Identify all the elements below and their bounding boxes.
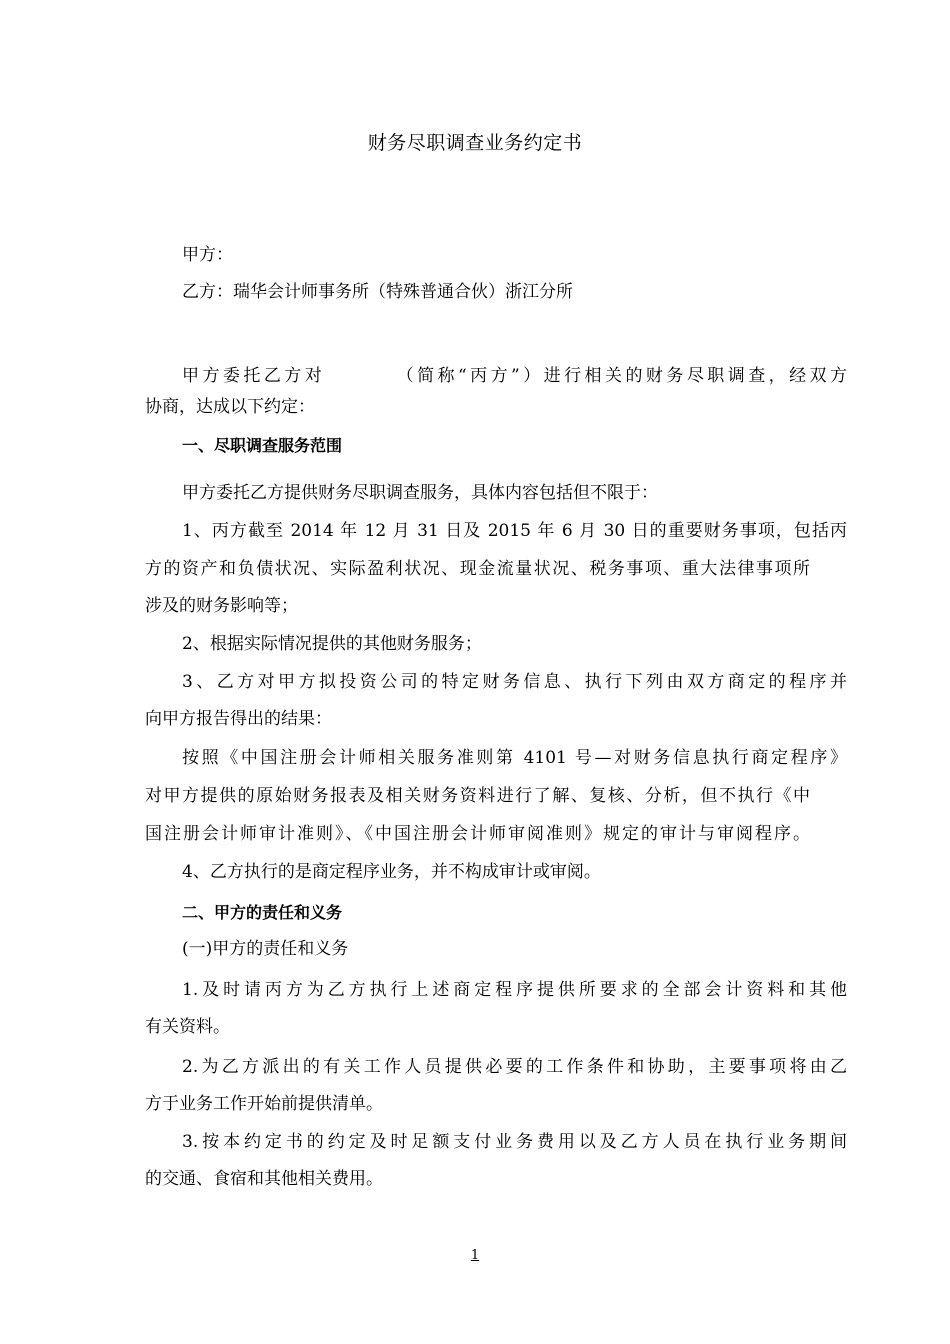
- page-number: 1: [470, 1248, 480, 1263]
- s2-paragraph-2-line-1: 2.为乙方派出的有关工作人员提供必要的工作条件和协助，主要事项将由乙: [182, 1057, 847, 1077]
- s2-paragraph-3-line-1: 3.按本约定书的约定及时足额支付业务费用以及乙方人员在执行业务期间: [182, 1132, 847, 1152]
- section-1-heading: 一、尽职调查服务范围: [182, 436, 343, 455]
- s1-paragraph-1-line-3: 涉及的财务影响等；: [145, 596, 298, 616]
- s1-paragraph-3-line-1: 3、乙方对甲方拟投资公司的特定财务信息、执行下列由双方商定的程序并: [182, 672, 847, 692]
- s2-paragraph-1-line-1: 1.及时请丙方为乙方执行上述商定程序提供所要求的全部会计资料和其他: [182, 980, 847, 1000]
- document-title: 财务尽职调查业务约定书: [367, 132, 583, 154]
- s2-paragraph-2-line-2: 方于业务工作开始前提供清单。: [145, 1094, 383, 1114]
- s1-paragraph-4-line-2: 对甲方提供的原始财务报表及相关财务资料进行了解、复核、分析，但不执行《中: [145, 786, 810, 806]
- s1-paragraph-4-line-1: 按照《中国注册会计师相关服务准则第 4101 号—对财务信息执行商定程序》: [182, 748, 847, 768]
- intro-line-2: 协商，达成以下约定：: [145, 397, 315, 417]
- s1-paragraph-1-line-1: 1、丙方截至 2014 年 12 月 31 日及 2015 年 6 月 30 日的重要财务事项，包括丙: [182, 521, 847, 541]
- s1-paragraph-4-line-3: 国注册会计师审计准则》、《中国注册会计师审阅准则》规定的审计与审阅程序。: [145, 824, 810, 844]
- intro-line-1: [145, 364, 847, 388]
- party-b-line: 乙方：瑞华会计师事务所（特殊普通合伙）浙江分所: [182, 282, 573, 302]
- s1-paragraph-1-line-2: 方的资产和负债状况、实际盈利状况、现金流量状况、税务事项、重大法律事项所: [145, 559, 810, 579]
- s2-paragraph-1-line-2: 有关资料。: [145, 1017, 230, 1037]
- s1-paragraph-0: 甲方委托乙方提供财务尽职调查服务，具体内容包括但不限于：: [182, 483, 658, 503]
- s1-paragraph-2: 2、根据实际情况提供的其他财务服务；: [182, 634, 482, 654]
- intro-part-1: 甲方委托乙方对: [182, 366, 326, 386]
- party-a-line: 甲方：: [182, 245, 233, 265]
- section-2-heading: 二、甲方的责任和义务: [182, 903, 343, 922]
- s1-paragraph-3-line-2: 向甲方报告得出的结果：: [145, 709, 332, 729]
- s1-paragraph-5: 4、乙方执行的是商定程序业务，并不构成审计或审阅。: [182, 862, 601, 882]
- s2-paragraph-3-line-2: 的交通、食宿和其他相关费用。: [145, 1169, 383, 1189]
- s2-subheading: (一)甲方的责任和义务: [182, 939, 349, 959]
- intro-part-2: （简称“丙方”）进行相关的财务尽职调查，经双方: [393, 366, 848, 386]
